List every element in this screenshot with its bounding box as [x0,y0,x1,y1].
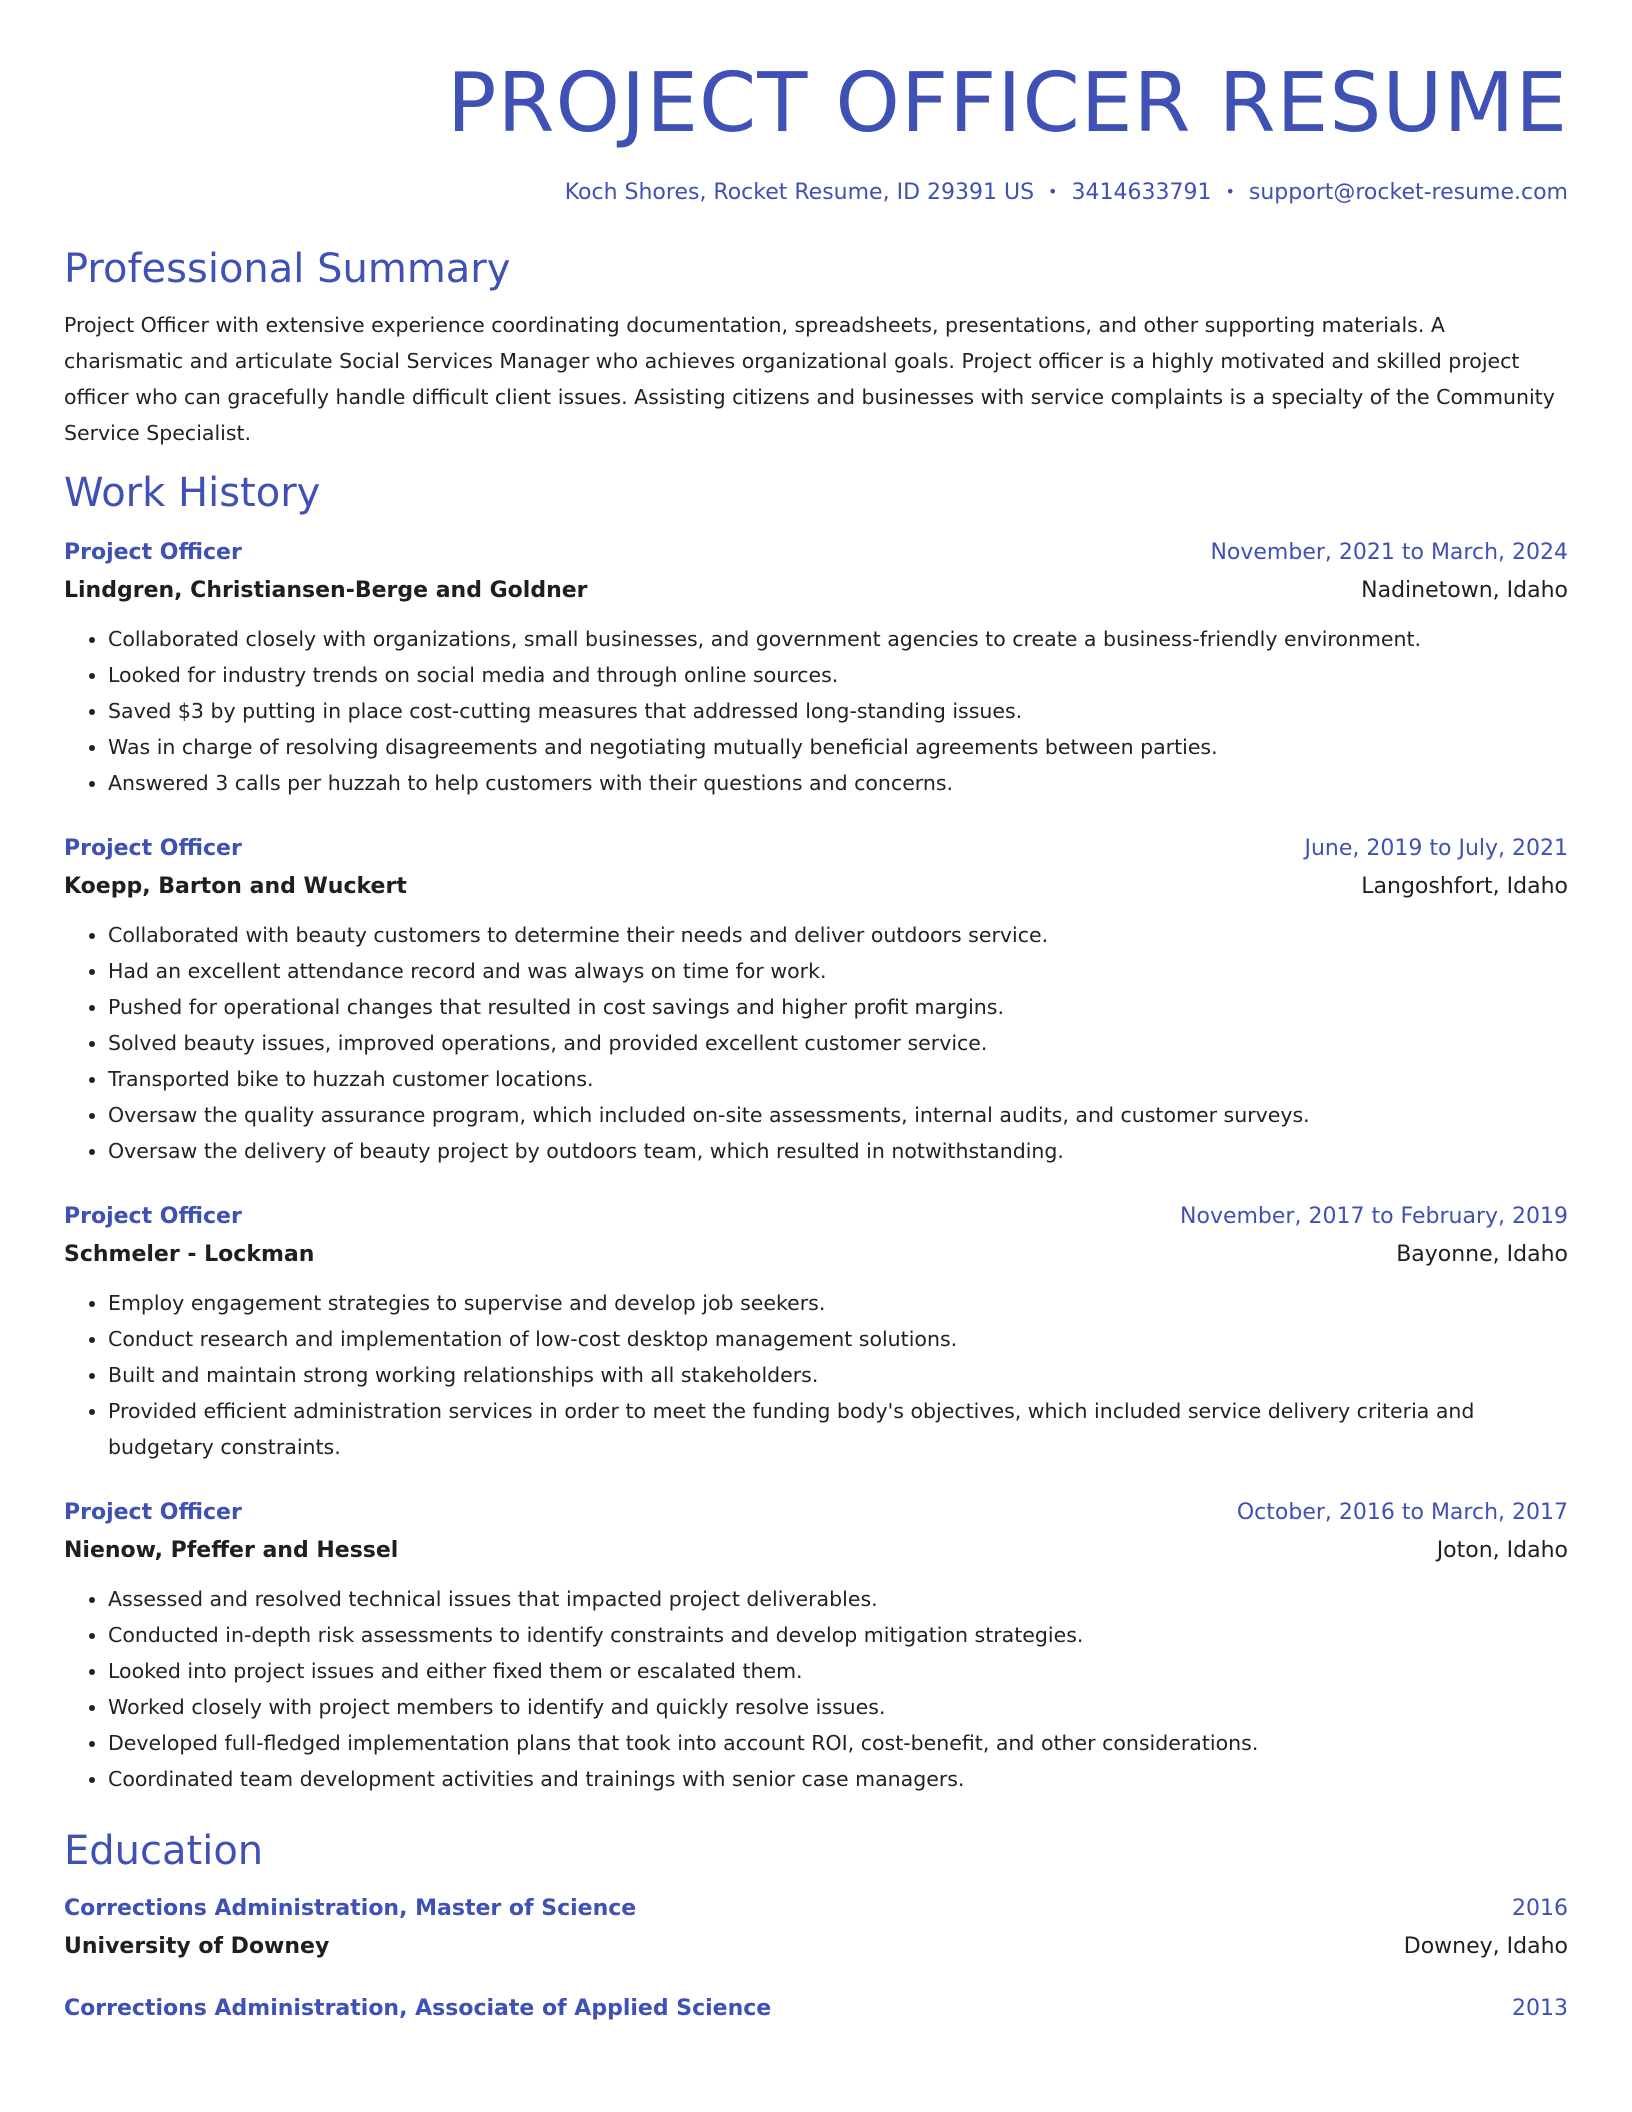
job-company: Schmeler - Lockman [64,1242,315,1267]
job-bullet: • Developed full-fledged implementation plans that took into account ROI, cost-benefit, and other considerations. [108,1725,1568,1761]
job-company-row [64,1531,1568,1571]
contact-address: Koch Shores, Rocket Resume, ID 29391 US [564,180,1035,205]
education-school: University of Downey [64,1934,330,1959]
education-degree: Corrections Administration, Master of Science [64,1896,637,1921]
education-entry [64,1991,1568,2027]
education-list [64,1891,1568,2027]
education-school-row [64,1927,1568,1967]
job-header-row [64,1199,1568,1235]
job-bullet: • Had an excellent attendance record and was always on time for work. [108,953,1568,989]
job-bullet: • Was in charge of resolving disagreements and negotiating mutually beneficial agreements between parties. [108,729,1568,765]
job-location: Bayonne, Idaho [1396,1242,1568,1267]
job-bullet: • Coordinated team development activities and trainings with senior case managers. [108,1761,1568,1797]
job-role: Project Officer [64,836,242,861]
job-bullet-list [64,1285,1568,1465]
contact-separator: • [1225,182,1235,201]
job-entry [64,831,1568,1169]
education-header-row [64,1991,1568,2027]
summary-heading: Professional Summary [64,246,511,292]
job-bullet: • Looked into project issues and either fixed them or escalated them. [108,1653,1568,1689]
job-bullet: • Answered 3 calls per huzzah to help customers with their questions and concerns. [108,765,1568,801]
job-bullet: • Oversaw the delivery of beauty project by outdoors team, which resulted in notwithstanding. [108,1133,1568,1169]
job-location: Langoshfort, Idaho [1361,874,1568,899]
job-bullet: • Built and maintain strong working relationships with all stakeholders. [108,1357,1568,1393]
job-company: Nienow, Pfeffer and Hessel [64,1538,399,1563]
job-entry [64,1495,1568,1797]
education-heading: Education [64,1828,264,1874]
contact-phone: 3414633791 [1071,180,1212,205]
job-bullet: • Provided efficient administration services in order to meet the funding body's objectives, which included service delivery criteria and budgetary constraints. [108,1393,1568,1465]
education-entry [64,1891,1568,1967]
summary-text: Project Officer with extensive experience coordinating documentation, spreadsheets, presentations, and other supporting materials. A charismatic and articulate Social Services Manager who achieves organizational goals. Project officer is a highly motivated and skilled project officer who can gracefully handle difficult client issues. Assisting citizens and businesses with service complaints is a specialty of the Community Service Specialist. [64,313,1555,445]
job-header-row [64,535,1568,571]
job-role: Project Officer [64,1204,242,1229]
job-bullet: • Conduct research and implementation of low-cost desktop management solutions. [108,1321,1568,1357]
job-location: Joton, Idaho [1436,1538,1568,1563]
job-entry [64,1199,1568,1465]
education-header-row [64,1891,1568,1927]
resume-title: PROJECT OFFICER RESUME [447,56,1568,151]
job-bullet-list [64,621,1568,801]
education-year: 2013 [1512,1996,1568,2021]
job-bullet: • Assessed and resolved technical issues that impacted project deliverables. [108,1581,1568,1617]
job-bullet: • Transported bike to huzzah customer locations. [108,1061,1568,1097]
job-dates: November, 2021 to March, 2024 [1210,540,1568,565]
job-bullet-list [64,917,1568,1169]
job-bullet: • Employ engagement strategies to supervise and develop job seekers. [108,1285,1568,1321]
job-bullet: • Collaborated with beauty customers to determine their needs and deliver outdoors service. [108,917,1568,953]
education-location: Downey, Idaho [1403,1934,1568,1959]
contact-separator: • [1048,182,1058,201]
job-header-row [64,831,1568,867]
contact-line [64,178,1568,207]
job-entry [64,535,1568,801]
job-dates: June, 2019 to July, 2021 [1304,836,1568,861]
job-bullet: • Solved beauty issues, improved operations, and provided excellent customer service. [108,1025,1568,1061]
job-bullet: • Looked for industry trends on social media and through online sources. [108,657,1568,693]
job-dates: October, 2016 to March, 2017 [1236,1500,1568,1525]
job-company-row [64,867,1568,907]
job-header-row [64,1495,1568,1531]
job-company: Lindgren, Christiansen-Berge and Goldner [64,578,588,603]
job-role: Project Officer [64,1500,242,1525]
job-role: Project Officer [64,540,242,565]
education-year: 2016 [1512,1896,1568,1921]
job-company-row [64,1235,1568,1275]
education-degree: Corrections Administration, Associate of Applied Science [64,1996,772,2021]
work-history-heading: Work History [64,470,321,516]
job-bullet: • Pushed for operational changes that resulted in cost savings and higher profit margins. [108,989,1568,1025]
job-company: Koepp, Barton and Wuckert [64,874,407,899]
work-history-list [64,535,1568,1797]
job-bullet: • Collaborated closely with organizations, small businesses, and government agencies to create a business-friendly environment. [108,621,1568,657]
resume-page [64,0,1568,2027]
job-bullet: • Oversaw the quality assurance program, which included on-site assessments, internal audits, and customer surveys. [108,1097,1568,1133]
job-bullet: • Saved $3 by putting in place cost-cutting measures that addressed long-standing issues. [108,693,1568,729]
job-dates: November, 2017 to February, 2019 [1180,1204,1568,1229]
contact-email: support@rocket-resume.com [1248,180,1568,205]
job-company-row [64,571,1568,611]
job-bullet: • Conducted in-depth risk assessments to identify constraints and develop mitigation strategies. [108,1617,1568,1653]
job-location: Nadinetown, Idaho [1361,578,1568,603]
job-bullet-list [64,1581,1568,1797]
job-bullet: • Worked closely with project members to identify and quickly resolve issues. [108,1689,1568,1725]
